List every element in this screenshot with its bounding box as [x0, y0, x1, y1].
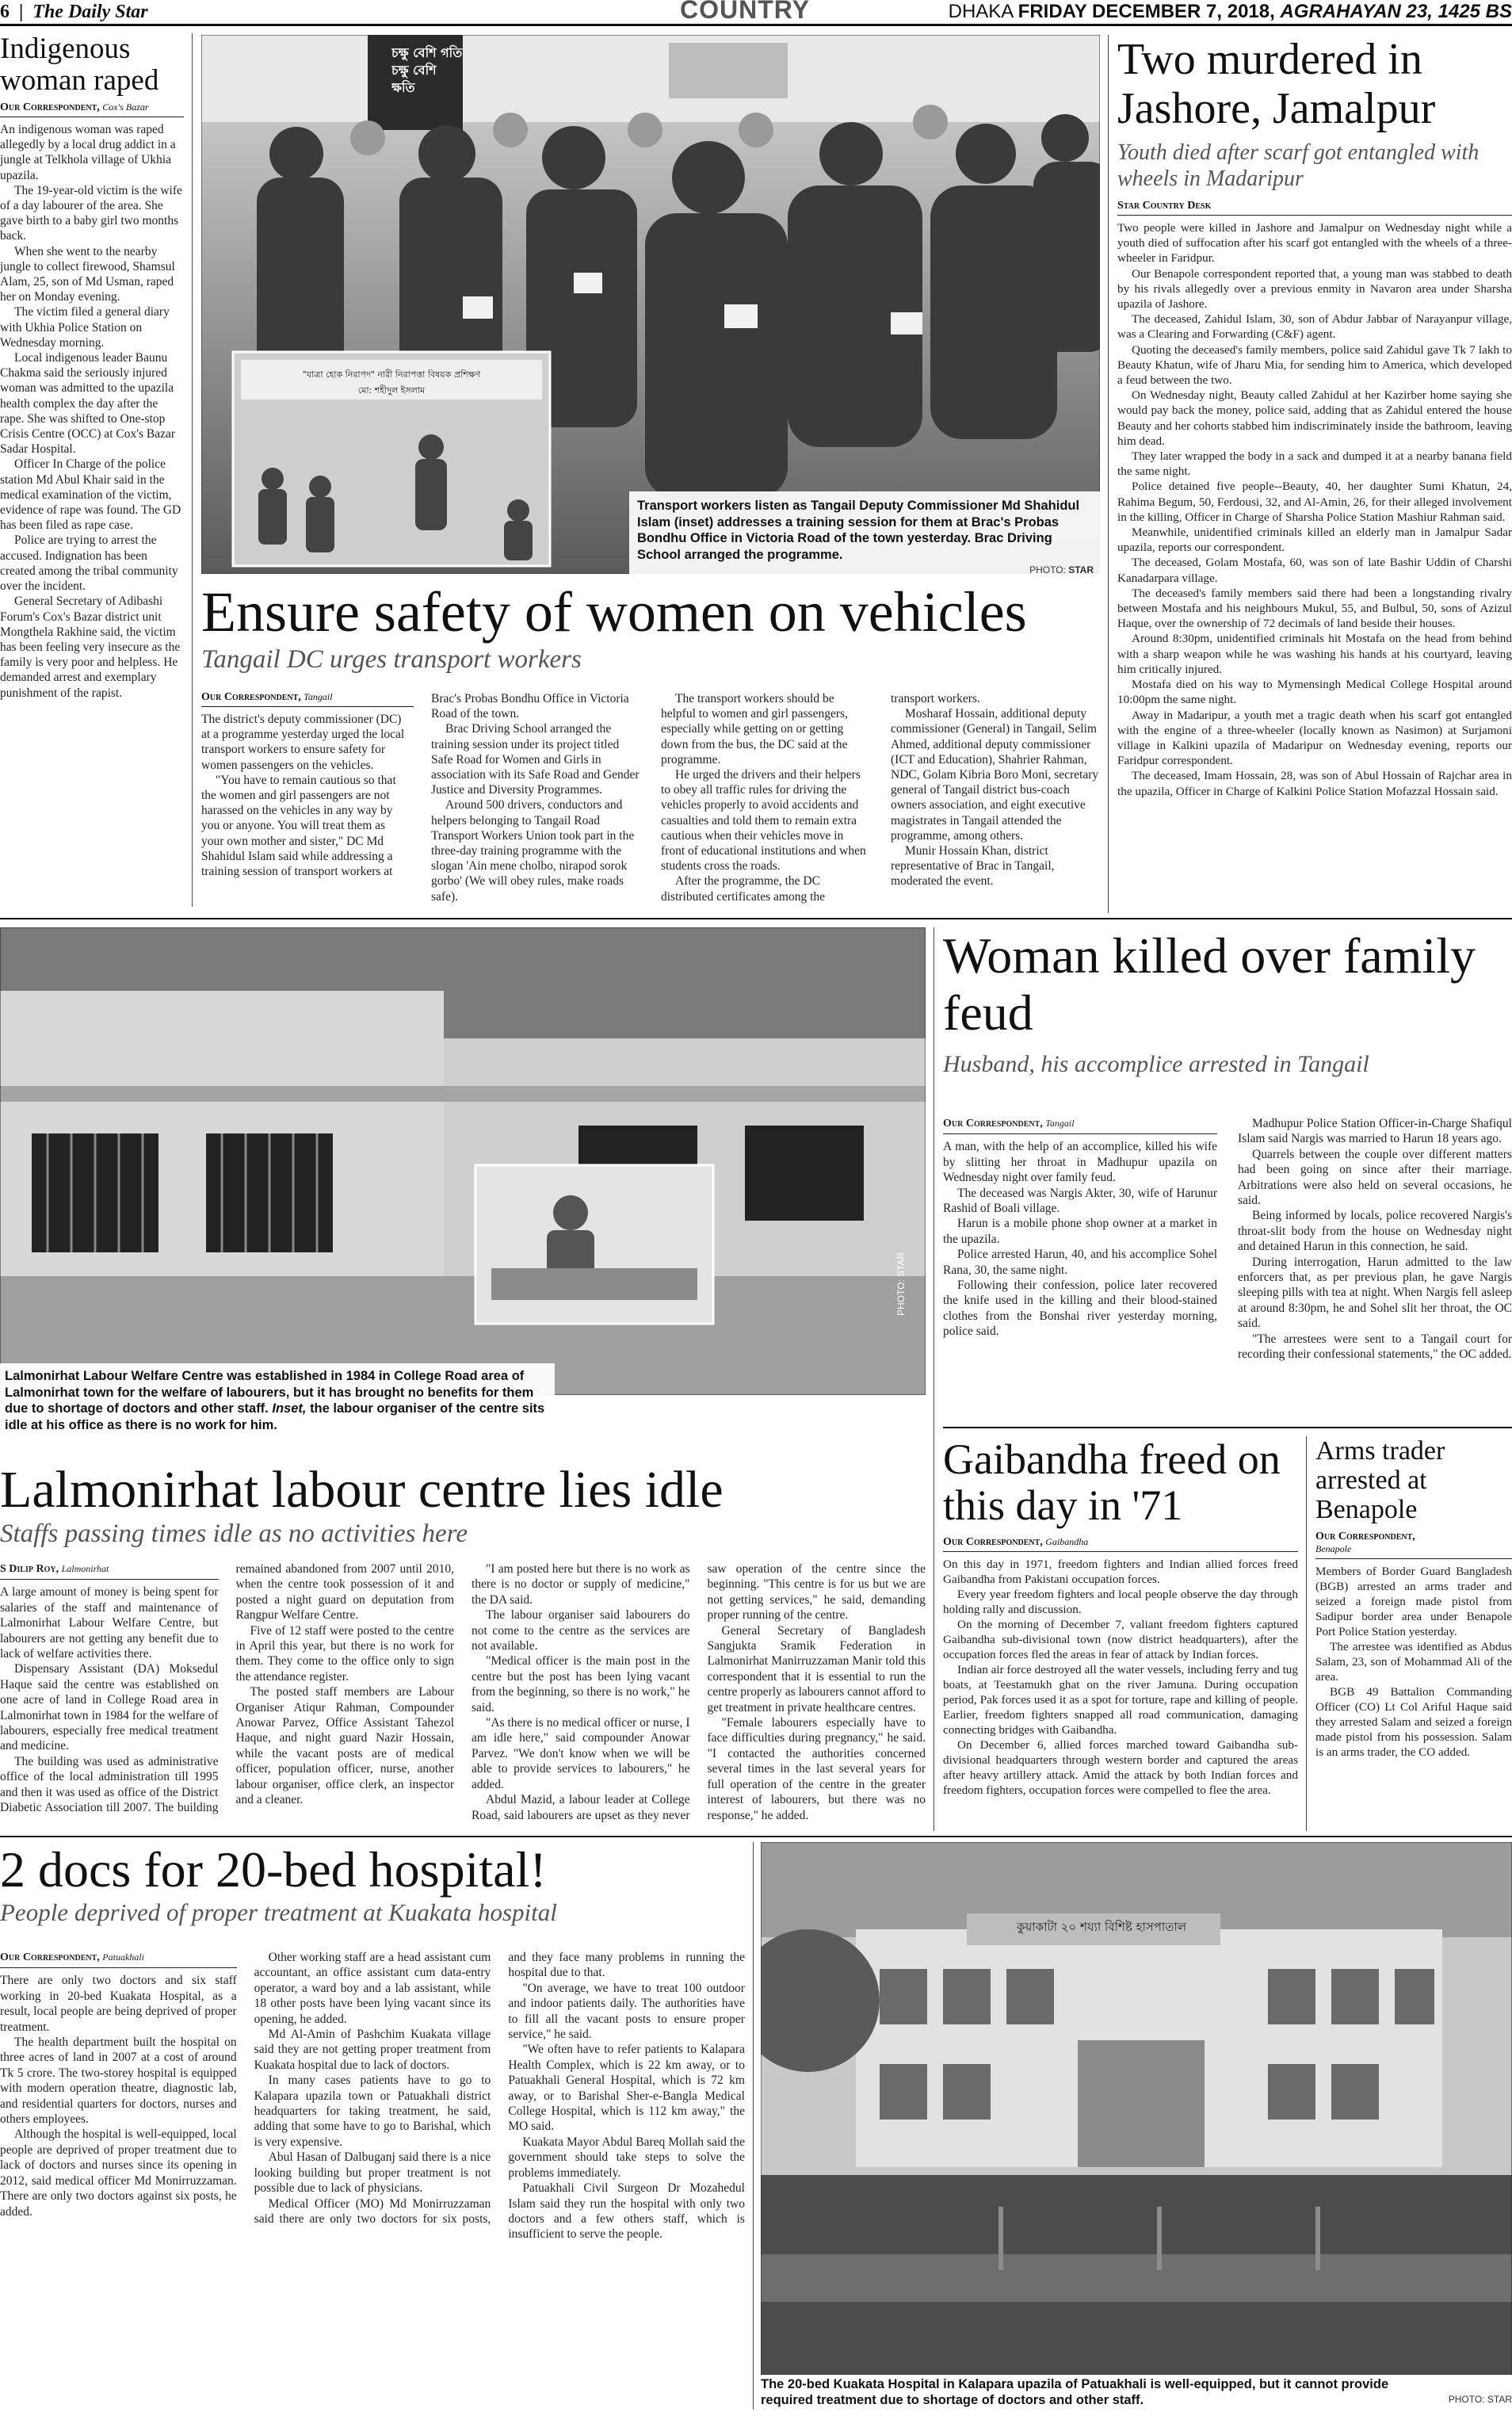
- article-kuakata: [0, 1950, 745, 2410]
- article-body: [1117, 220, 1512, 799]
- headline: Ensure safety of women on vehicles: [201, 580, 1027, 644]
- headline: Woman killed over family feud: [943, 927, 1476, 1041]
- article-gaibandha: [943, 1436, 1298, 1833]
- lalmonirhat-caption-box: [0, 1363, 555, 1458]
- article-body: [1315, 1564, 1512, 1760]
- inset-banner-text: "যাত্রা হোক নিরাপদ" নারী নিরাপত্তা বিষয়ক প্রশিক্ষণ: [302, 369, 481, 380]
- photo-credit-label: PHOTO:: [1029, 564, 1066, 575]
- headline: Lalmonirhat labour centre lies idle: [0, 1462, 724, 1519]
- paragraph: The deceased, Zahidul Islam, 30, son of Abdur Jabbar of Narayanpur village, was a Clearing and Forwarding (C&F) agent.: [1117, 312, 1512, 342]
- paragraph: They later wrapped the body in a sack and dumped it at a nearby banana field the same night.: [1117, 449, 1512, 479]
- paragraph: Dispensary Assistant (DA) Moksedul Haque said the centre was established on one acre of land in College Road area in Lalmonirhat town in 1984 for the welfare of labourers, especially free medical treatment and medicine.: [0, 1662, 219, 1753]
- paragraph: Brac Driving School arranged the training session under its project titled Safe Road for Women and Girls in association with its Safe Road and Gender Justice and Diversity Programmes.: [431, 722, 640, 797]
- paragraph: The labour organiser said labourers do not come to the centre as the services are not available.: [472, 1608, 690, 1653]
- paragraph: Local indigenous leader Baunu Chakma said the seriously injured woman was admitted to the upazila health complex the day after the rape. She was shifted to One-stop Crisis Centre (OCC) at Cox's Bazar Sadar Hospital.: [0, 351, 176, 457]
- headline: Indigenous woman raped: [0, 33, 159, 97]
- paragraph: Officer In Charge of the police station Md Abul Khair said in the medical examination of the victim, evidence of rape was found. The GD has been filed as rape case.: [0, 457, 181, 533]
- column-rule: [1108, 35, 1109, 913]
- lalmonirhat-photo: [0, 927, 926, 1395]
- paragraph: Being informed by locals, police recovered Nargis's throat-slit body from the house on Wednesday night and detained Harun in this connection, he said.: [1238, 1209, 1512, 1254]
- kuakata-heading: [0, 1842, 745, 1945]
- paragraph: The deceased, Imam Hossain, 28, was son of Abul Hossain of Rajchar area in the upazila, Officer in Charge of Kalkini Police Station Mofazzal Hossain said.: [1117, 769, 1512, 798]
- column-rule: [753, 1842, 754, 2410]
- paragraph: On this day in 1971, freedom fighters and Indian allied forces freed Gaibandha from Pakistani occupation forces.: [943, 1558, 1298, 1586]
- paragraph: During interrogation, Harun admitted to the law enforcers that, as per previous plan, he gave Nargis sleeping pills with tea at night. When Nargis fell asleep at around 8:30pm, he and Sohel slit her throat, the OC said.: [1238, 1255, 1512, 1331]
- paragraph: Following their confession, police later recovered the knife used in the killing and their blood-stained clothes from the Bonshai river yesterday morning, police said.: [943, 1279, 1217, 1339]
- paragraph: Police arrested Harun, 40, and his accomplice Sohel Rana, 30, the same night.: [943, 1248, 1217, 1277]
- paragraph: The deceased's family members said there had been a longstanding rivalry between Mostafa and his neighbours Mukul, 55, and Bulbul, 50, sons of Azizul Haque, over the ownership of 72 decimals of land beside their houses.: [1117, 586, 1512, 631]
- deck: Staffs passing times idle as no activities here: [0, 1519, 468, 1548]
- paragraph: Two people were killed in Jashore and Jamalpur on Wednesday night while a youth died of suffocation after his scarf got entangled with the wheels of a three-wheeler in Faridpur.: [1117, 221, 1512, 266]
- paragraph: On Wednesday night, Beauty called Zahidul at her Kazirber home saying she would pay back the money, police said, adding that as Zahidul entered the house Beauty and her cohorts stabbed him indiscriminately inside the bathroom, leaving him dead.: [1117, 388, 1512, 448]
- article-body: [943, 1557, 1298, 1798]
- paragraph: The transport workers should be helpful to women and girl passengers, especially while getting on or getting down from the bus, the DC said at the programme.: [661, 692, 848, 766]
- paragraph: Abul Hasan of Dalbuganj said there is a nice looking building but proper treatment is not possible due to lack of physicians.: [254, 2150, 491, 2196]
- photo-caption: Transport workers listen as Tangail Deputy Commissioner Md Shahidul Islam (inset) addresses a training session for them at Brac's Probas Bondhu Office in Victoria Road of the town yesterday. Brac Driving School arranged the programme.: [637, 499, 1080, 562]
- paragraph: Harun is a mobile phone shop owner at a market in the upazila.: [943, 1217, 1217, 1246]
- paragraph: The district's deputy commissioner (DC) at a programme yesterday urged the local transport workers to ensure safety for women passengers on the vehicles.: [201, 713, 405, 772]
- kuakata-caption-box: [761, 2376, 1512, 2412]
- article-feud: [943, 1116, 1512, 1420]
- paragraph: Around 8:30pm, unidentified criminals hit Mostafa on the head from behind with a sharp weapon while he was washing his hands at his courtyard, leaving him critically injured.: [1117, 632, 1512, 676]
- photo-credit: [637, 564, 1094, 575]
- byline-name: Our Correspondent,: [0, 1951, 100, 1963]
- paragraph: "I am posted here but there is no work as there is no doctor or supply of medicine," the DA said.: [472, 1562, 690, 1607]
- byline: [943, 1116, 1217, 1134]
- paragraph: Our Benapole correspondent reported that, a young man was stabbed to death by his rivals allegedly over a previous enmity in Navaron area under Sharsha upazila of Jashore.: [1117, 266, 1512, 312]
- deck: Husband, his accomplice arrested in Tangail: [943, 1051, 1369, 1077]
- byline-location: Benapole: [1315, 1543, 1352, 1554]
- paragraph: On the morning of December 7, valiant freedom fighters captured Gaibandha sub-divisional town (now district headquarters), after the occupation forces fled the areas in fear of attack by Indian forces.: [943, 1618, 1298, 1661]
- paragraph: On December 6, allied forces marched toward Gaibandha sub-divisional headquarters through western border and captured the areas after heavy artillery attack. Amid the attack by both Indian forces and freedom fighters, occupation forces were compelled to flee the area.: [943, 1738, 1298, 1797]
- paragraph: "We often have to refer patients to Kalapara Health Complex, which is 22 km away, or to Patuakhali General Hospital, which is 72 km away, or to Barishal Sher-e-Bangla Medical College Hospital, which is 112 km away," the MO said.: [508, 2043, 745, 2134]
- byline-location: Patuakhali: [102, 1951, 144, 1963]
- paragraph: Other working staff are a head assistant cum accountant, an office assistant cum data-entry operator, a ward boy and a lab assistant, while 18 other posts have been lying vacant since its opening, he added.: [254, 1951, 491, 2026]
- section-rule: [0, 918, 1512, 919]
- byline: [0, 1950, 237, 1968]
- photo-credit-name: STAR: [1068, 564, 1094, 575]
- paragraph: Quarrels between the couple over different matters had been going on since after their marriage. Arbitrations were also held on several occasions, he said.: [1238, 1147, 1512, 1208]
- byline-location: Gaibandha: [1045, 1536, 1089, 1547]
- section-rule: [0, 1836, 1512, 1837]
- article-indigenous: [0, 33, 184, 905]
- article-jashore: [1117, 35, 1512, 913]
- byline-name: Our Correspondent,: [943, 1118, 1043, 1130]
- paragraph: Mostafa died on his way to Mymensingh Medical College Hospital around 10:00pm the same night.: [1117, 678, 1512, 707]
- paragraph: The posted staff members are Labour Organiser Atiqur Rahman, Compounder Anowar Parvez, Office Assistant Tahezol Haque, and night guard Nazir Hossain, while the vacant posts are of medical officer, population officer, nurse, another labour organiser, office clerk, an inspector and a cleaner.: [235, 1685, 454, 1807]
- paragraph: Quoting the deceased's family members, police said Zahidul gave Tk 7 lakh to Beauty Khatun, wife of Jharu Mia, for sending him to America, which developed a feud between the two.: [1117, 342, 1512, 388]
- paragraph: Madhupur Police Station Officer-in-Charge Shafiqul Islam said Nargis was married to Harun 18 years ago.: [1238, 1117, 1512, 1146]
- page-folio: [0, 0, 206, 24]
- photo-sign: চক্ষু বেশি গতি চক্ষু বেশি ক্ষতি: [391, 45, 463, 95]
- paragraph: Medical Officer (MO) Md Monirruzzaman said there are only two doctors for six posts, and they face many problems in running the hospital due to that.: [254, 1951, 745, 2226]
- paragraph: The health department built the hospital on three acres of land in 2007 at a cost of around Tk 5 crore. The two-storey hospital is equipped with modern operation theatre, diagnostic lab, and residential quarters for doctors, nurses and others employees.: [0, 2035, 237, 2127]
- byline: [943, 1536, 1298, 1552]
- section-title: COUNTRY: [679, 0, 811, 24]
- paragraph: "On average, we have to treat 100 outdoor and indoor patients daily. The authorities have to fill all the vacant posts to ensure proper service," he said.: [508, 1981, 745, 2042]
- feud-heading: [943, 927, 1512, 1046]
- deck: Tangail DC urges transport workers: [201, 645, 582, 674]
- caption-text: Lalmonirhat Labour Welfare Centre was established in 1984 in College Road area of Lalmonirhat town for the welfare of labourers, but it has brought no benefits for them due to shortage of doctors and other staff.: [5, 1369, 534, 1416]
- column-rule: [192, 33, 193, 907]
- paragraph: "You have to remain cautious so that the women and girl passengers are not harassed on the vehicles in any way by you or anyone. You will treat them as your own mother and sister," DC Md Shahidul Islam said while addressing a training session of transport workers at Brac's Probas Bondhu Office in Victoria Road of the town.: [201, 692, 629, 879]
- paragraph: Police are trying to arrest the accused. Indignation has been created among the tribal community over the incident.: [0, 533, 178, 594]
- article-lalmonirhat: [0, 1561, 926, 1829]
- caption-inset-label: Inset,: [272, 1401, 307, 1416]
- dateline-bangla-date: AGRAHAYAN 23, 1425 BS: [1280, 1, 1512, 22]
- masthead-rule: [0, 24, 1512, 26]
- paragraph: "As there is no medical officer or nurse, I am idle here," said compounder Anowar Parvez. "We don't know when we will be able to provide services to labourers," he added.: [472, 1716, 690, 1791]
- byline: [0, 1561, 219, 1580]
- paragraph: BGB 49 Battalion Commanding Officer (CO) Lt Col Ariful Haque said they arrested Salam and seized a foreign made pistol from his possession. Salam is an arms trader, the CO added.: [1315, 1685, 1512, 1759]
- article-body: [0, 122, 184, 701]
- paragraph: A large amount of money is being spent for salaries of the staff and maintenance of Lalmonirhat Labour Welfare Centre, but labourers are not getting any benefit due to lack of welfare activities there.: [0, 1585, 219, 1661]
- paragraph: General Secretary of Adibashi Forum's Cox's Bazar district unit Mongthela Rakhine said, the victim has been feeling very insecure as the family is very poor and helpless. He demanded arrest and exemplary punishment of the rapist.: [0, 594, 181, 700]
- dateline-city: DHAKA: [948, 1, 1013, 22]
- photo-caption: [5, 1368, 550, 1433]
- tangail-heading: [201, 580, 1100, 686]
- lalmonirhat-photo-image: [0, 927, 926, 1395]
- paragraph: A man, with the help of an accomplice, killed his wife by slitting her throat in Madhupur upazila on Wednesday night over family feud.: [943, 1140, 1217, 1185]
- paragraph: General Secretary of Bangladesh Sangjukta Sramik Federation in Lalmonirhat Manirruzzaman Manir told this correspondent that it is essential to run the centre properly as labourers cannot afford to get treatment in private healthcare centres.: [707, 1623, 926, 1714]
- byline: Star Country Desk: [1117, 200, 1512, 216]
- lalmonirhat-heading: [0, 1462, 926, 1557]
- paragraph: Mosharaf Hossain, additional deputy commissioner (General) in Tangail, Selim Ahmed, additional deputy commissioner (ICT and Education), Shahrier Rahman, NDC, Golam Kibria Boro Moni, secretary general of Tangail district bus-coach owners association, and eight executive magistrates in Tangail attended the programme, among others.: [891, 707, 1099, 843]
- article-body: [201, 691, 1100, 913]
- paragraph: "Female labourers especially have to face difficulties during pregnancy," he said. "I contacted the authorities concerned several times in the last several years for full operation of the centre in the greater interest of labourers, but there was no response," he added.: [707, 1716, 926, 1822]
- dateline-date: FRIDAY DECEMBER 7, 2018,: [1018, 1, 1275, 22]
- building-sign: কুয়াকাটা ২০ শয্যা বিশিষ্ট হাসপাতাল: [1016, 1920, 1187, 1934]
- paragraph: "Medical officer is the main post in the centre but the post has been lying vacant from the beginning, so there is no work," he said.: [472, 1654, 690, 1714]
- folio-separator: |: [19, 2, 24, 22]
- paragraph: There are only two doctors and six staff working in 20-bed Kuakata Hospital, as a result, local people are being deprived of proper treatment.: [0, 1974, 237, 2034]
- paragraph: Although the hospital is well-equipped, local people are deprived of proper treatment due to lack of doctors and nurses since its opening in 2012, said medical officer Md Monirruzzaman. There are only two doctors against six posts, he added.: [0, 2127, 237, 2219]
- deck: People deprived of proper treatment at Kuakata hospital: [0, 1898, 557, 1926]
- paragraph: Members of Border Guard Bangladesh (BGB) arrested an arms trader and seized a foreign made pistol from Sadipur border area under Benapole Port Police Station yesterday.: [1315, 1565, 1512, 1638]
- byline-name: Our Correspondent,: [943, 1536, 1043, 1548]
- paragraph: Kuakata Mayor Abdul Bareq Mollah said the government should take steps to solve the problems immediately.: [508, 2135, 745, 2180]
- paragraph: The building was used as administrative office of the local administration till 1995 and then it was used as office of the District Diabetic Association till 2007. The building remained abandoned from 2007 until 2010, when the centre took possession of it and posted a night guard on deputation from Rangpur Welfare Centre.: [0, 1562, 454, 1815]
- page-number: 6: [0, 2, 10, 22]
- byline: [0, 101, 184, 117]
- paragraph: The deceased, Golam Mostafa, 60, was son of late Bashir Uddin of Charshi Kanadarpara village.: [1117, 556, 1512, 585]
- photo-caption: The 20-bed Kuakata Hospital in Kalapara upazila of Patuakhali is well-equipped, but it cannot provide required treatment due to shortage of doctors and other staff.: [761, 2377, 1389, 2407]
- paragraph: The deceased was Nargis Akter, 30, wife of Harunur Rashid of Boali village.: [943, 1186, 1217, 1216]
- byline-location: Cox's Bazar: [102, 101, 149, 113]
- paragraph: The 19-year-old victim is the wife of a day labourer of the area. She gave birth to a baby girl two months back.: [0, 183, 182, 243]
- byline-location: Lalmonirhat: [61, 1563, 109, 1574]
- paragraph: Patuakhali Civil Surgeon Dr Mozahedul Islam said they run the hospital with only two doctors and a few others staff, which is insufficient to serve the people.: [508, 2181, 745, 2242]
- paragraph: Abdul Mazid, a labour leader at College Road, said labourers are upset as they never saw operation of the centre since the beginning. "This centre is for us but we are not getting services," he said, demanding proper running of the centre.: [472, 1562, 926, 1822]
- dateline: [910, 0, 1512, 24]
- paragraph: The victim filed a general diary with Ukhia Police Station on Wednesday morning.: [0, 305, 170, 350]
- paper-name: The Daily Star: [32, 2, 148, 22]
- article-arms: [1315, 1436, 1512, 1833]
- byline: [1315, 1531, 1512, 1559]
- paragraph: Munir Hossain Khan, district representative of Brac in Tangail, moderated the event.: [891, 844, 1055, 889]
- tangail-photo-caption-box: [629, 491, 1102, 579]
- paragraph: Indian air force destroyed all the water vessels, including ferry and tug boats, at Teestamukh ghat on the river Jamuna. During occupation period, Pak forces used it as a spot for torture, rape and killing of people. Earlier, freedom fighters snapped all road communication, damaging connecting bridges with Gaibandha.: [943, 1663, 1298, 1737]
- paragraph: An indigenous woman was raped allegedly by a local drug addict in a jungle at Telkhola village of Ukhia upazila.: [0, 123, 176, 182]
- byline-name: Our Correspondent,: [0, 101, 100, 113]
- byline-location: Tangail: [304, 691, 333, 702]
- paragraph: Five of 12 staff were posted to the centre in April this year, but there is no work for them. They come to the office only to sign the attendance register.: [235, 1623, 454, 1684]
- headline: Arms trader arrested at Benapole: [1315, 1436, 1445, 1524]
- paragraph: "The arrestees were sent to a Tangail court for recording their confessional statements," the OC added.: [1238, 1332, 1512, 1362]
- deck: Youth died after scarf got entangled with wheels in Madaripur: [1117, 140, 1480, 191]
- paragraph: When she went to the nearby jungle to collect firewood, Shamsul Alam, 25, son of Md Usman, raped her on Monday evening.: [0, 244, 175, 304]
- headline: Gaibandha freed on this day in '71: [943, 1436, 1281, 1529]
- column-rule: [1306, 1436, 1307, 1831]
- byline-spacer: [201, 691, 410, 712]
- photo-credit: PHOTO: STAR: [1448, 2394, 1512, 2405]
- headline: 2 docs for 20-bed hospital!: [0, 1842, 547, 1898]
- kuakata-photo: [761, 1842, 1512, 2375]
- paragraph: He urged the drivers and their helpers to obey all traffic rules for driving the vehicles properly to avoid accidents and casualties and told them to remain extra cautious when their vehicles move in front of educational institutions and when students cross the roads.: [661, 768, 866, 873]
- byline-name: Our Correspondent,: [201, 691, 301, 703]
- inset-banner-name: মো: শহীদুল ইসলাম: [357, 385, 426, 396]
- article-tangail: [201, 691, 1100, 913]
- paragraph: Around 500 drivers, conductors and helpers belonging to Tangail Road Transport Workers Union took part in the three-day training programme with the slogan 'Ain mene cholbo, nirapod sorok gorbo' (We will obey rules, make roads safe).: [431, 798, 635, 904]
- headline: Two murdered in Jashore, Jamalpur: [1117, 35, 1436, 133]
- paragraph: Meanwhile, unidentified criminals killed an elderly man in Jamalpur Sadar upazila, reports our correspondent.: [1117, 526, 1512, 555]
- byline-location: Tangail: [1045, 1118, 1075, 1129]
- paragraph: Away in Madaripur, a youth met a tragic death when his scarf got entangled with the engine of a three-wheeler (locally known as Nasimon) at Surjamoni village in Kalkini upazila of Madaripur on Wednesday evening, reports our Faridpur correspondent.: [1117, 708, 1512, 768]
- byline-name: S Dilip Roy,: [0, 1563, 59, 1575]
- paragraph: In many cases patients have to go to Kalapara upazila town or Patuakhali district headquarters for taking treatment, he said, adding that some have to go to Barishal, which is very expensive.: [254, 2074, 491, 2149]
- byline-name: Our Correspondent,: [1315, 1531, 1415, 1542]
- section-rule: [943, 1427, 1512, 1428]
- paragraph: After the programme, the DC distributed certificates among the transport workers.: [661, 692, 980, 904]
- paragraph: Every year freedom fighters and local people observe the day through holding rally and discussion.: [943, 1588, 1298, 1616]
- paragraph: Md Al-Amin of Pashchim Kuakata village said they are not getting proper treatment from Kuakata hospital due to lack of doctors.: [254, 2028, 491, 2072]
- caption-text-end: the labour organiser of the centre sits idle at his office as there is no work for him.: [5, 1401, 545, 1432]
- photo-credit: PHOTO: STAR: [895, 1252, 907, 1316]
- paragraph: Police detained five people--Beauty, 40, her daughter Sumi Khatun, 24, Rahima Begum, 50, Ferdousi, 32, and Al-Amin, 26, for their alleged involvement in the killing, Officer in Charge of Sharsha Police Station Mashiur Rahman said.: [1117, 480, 1512, 524]
- paragraph: The arrestee was identified as Abdus Salam, 23, son of Mohammad Ali of the area.: [1315, 1640, 1512, 1684]
